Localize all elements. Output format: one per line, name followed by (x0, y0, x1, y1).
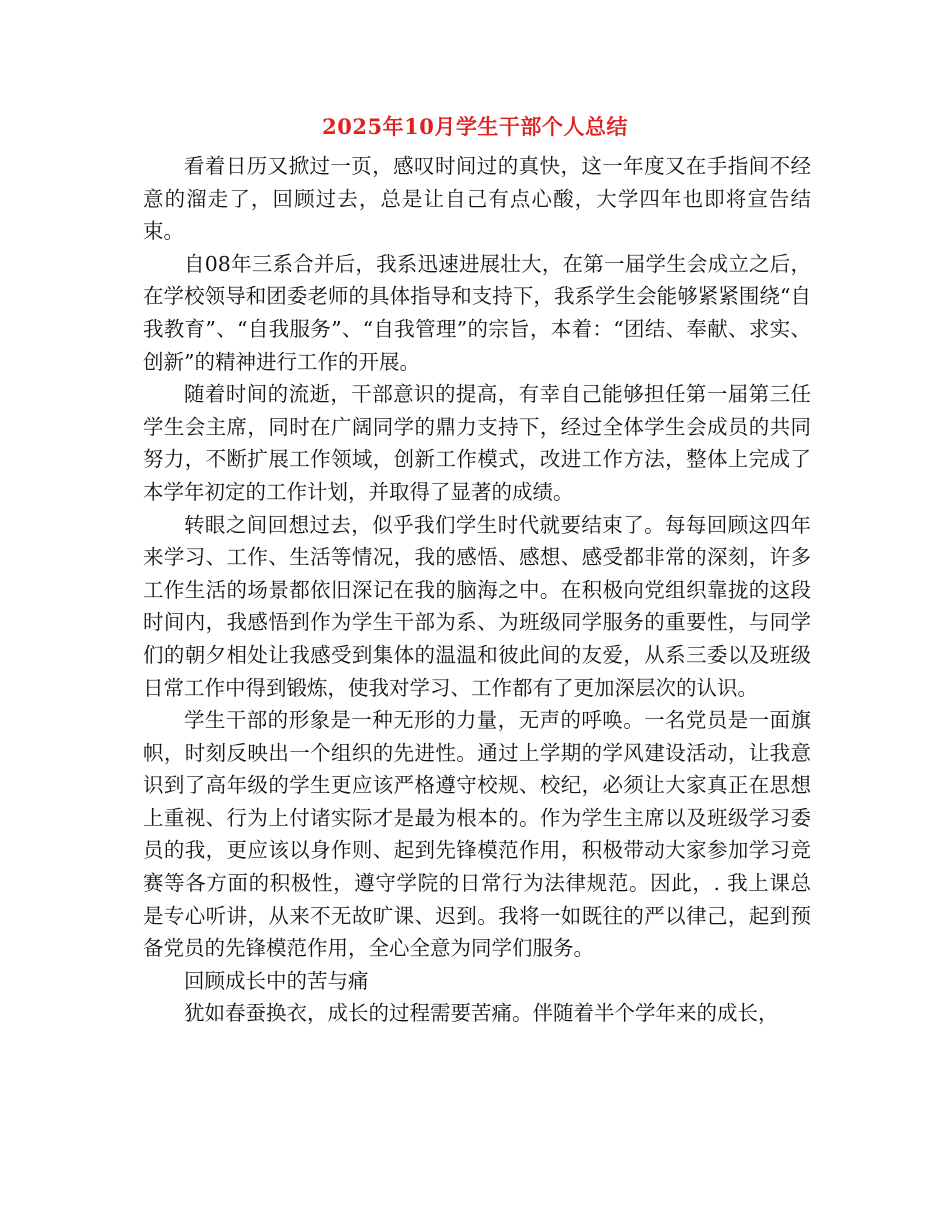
document-title: 2025年10月学生干部个人总结 (322, 114, 628, 139)
paragraph-1: 看着日历又掀过一页，感叹时间过的真快，这一年度又在手指间不经意的溜走了，回顾过去，总是让自己有点心酸，大学四年也即将宣告结束。 (143, 154, 811, 244)
paragraph-6: 犹如春蚕换衣，成长的过程需要苦痛。伴随着半个学年来的成长， (184, 1001, 779, 1026)
paragraph-3: 随着时间的流逝，干部意识的提高，有幸自己能够担任第一届第三任学生会主席，同时在广阔同学的鼎力支持下，经过全体学生会成员的共同努力，不断扩展工作领域，创新工作模式，改进工作方法，整体上完成了本学年初定的工作计划，并取得了显著的成绩。 (143, 382, 811, 504)
paragraph-4: 转眼之间回想过去，似乎我们学生时代就要结束了。每每回顾这四年来学习、工作、生活等情况，我的感悟、感想、感受都非常的深刻，许多工作生活的场景都依旧深记在我的脑海之中。在积极向党组织靠拢的这段时间内，我感悟到作为学生干部为系、为班级同学服务的重要性，与同学们的朝夕相处让我感受到集体的温温和彼此间的友爱，从系三委以及班级日常工作中得到锻炼，使我对学习、工作都有了更加深层次的认识。 (143, 512, 811, 700)
document-body (143, 150, 811, 1030)
paragraph-2: 自08年三系合并后，我系迅速进展壮大，在第一届学生会成立之后，在学校领导和团委老师的具体指导和支持下，我系学生会能够紧紧围绕“自我教育”、“自我服务”、“自我管理”的宗旨，本着：“团结、奉献、求实、创新”的精神进行工作的开展。 (143, 251, 811, 374)
paragraph-5: 学生干部的形象是一种无形的力量，无声的呼唤。一名党员是一面旗帜，时刻反映出一个组织的先进性。通过上学期的学风建设活动，让我意识到了高年级的学生更应该严格遵守校规、校纪，必须让大家真正在思想上重视、行为上付诸实际才是最为根本的。作为学生主席以及班级学习委员的我，更应该以身作则、起到先锋模范作用，积极带动大家参加学习竞赛等各方面的积极性，遵守学院的日常行为法律规范。因此，. 我上课总是专心听讲，从来不无故旷课、迟到。我将一如既往的严以律己，起到预备党员的先锋模范作用，全心全意为同学们服务。 (143, 708, 811, 961)
section-heading: 回顾成长中的苦与痛 (184, 968, 369, 993)
